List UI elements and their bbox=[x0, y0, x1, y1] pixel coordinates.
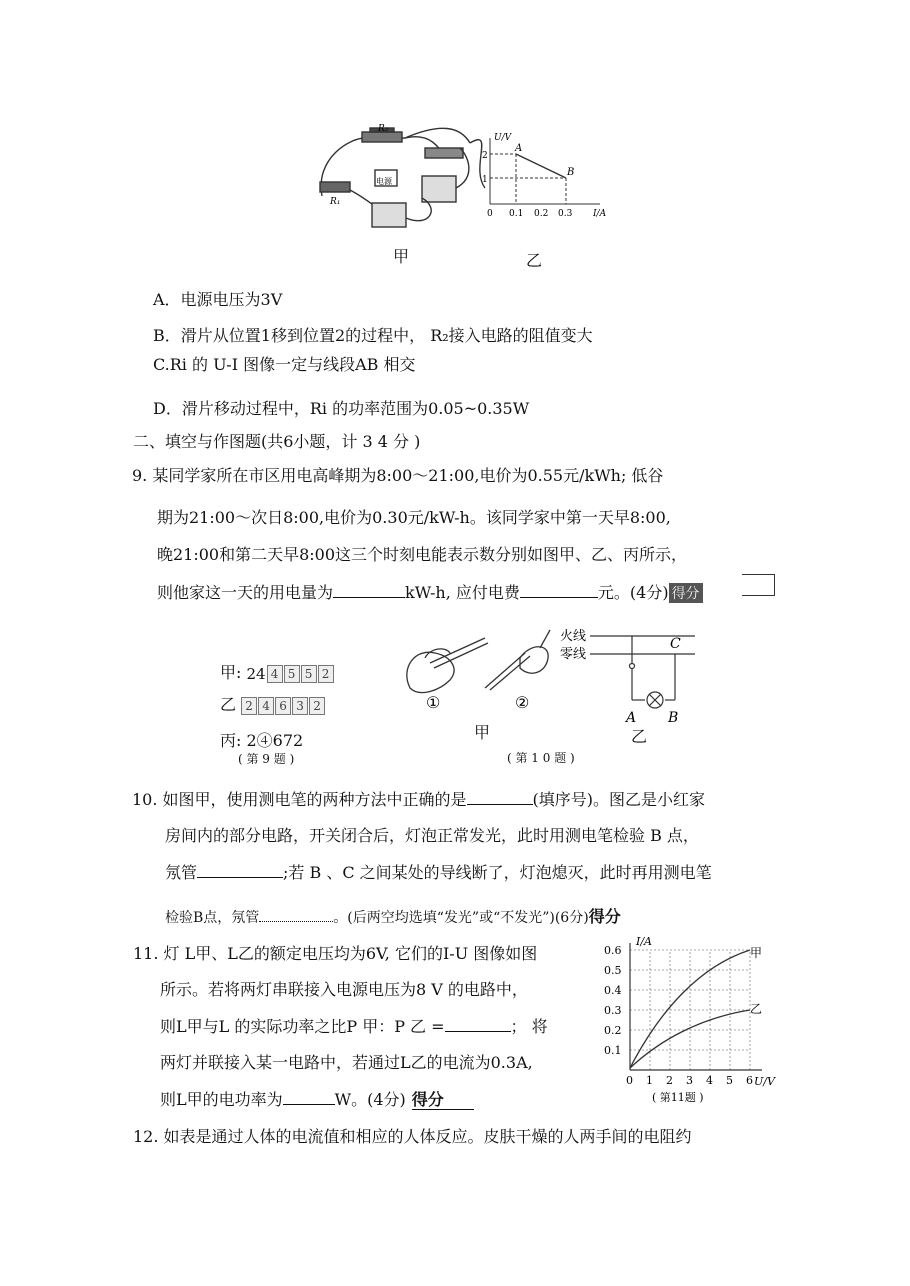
fig9-yi-digit: 6 bbox=[275, 697, 291, 715]
fig11-x-tick: 3 bbox=[686, 1074, 693, 1087]
fig9-yi-digit: 3 bbox=[292, 697, 308, 715]
q9-line1: 9. 某同学家所在市区用电高峰期为8:00～21:00,电价为0.55元/kWh; 低谷 bbox=[132, 466, 664, 485]
fig9-jia-label: 甲: bbox=[220, 663, 242, 682]
fig10-figure bbox=[390, 618, 710, 728]
fig11-x-tick: 5 bbox=[726, 1074, 733, 1087]
q10-line2: 房间内的部分电路，开关闭合后，灯泡正常发光，此时用测电笔检验 B 点， bbox=[165, 826, 699, 845]
fig9-jia-digit: 5 bbox=[301, 665, 317, 683]
q10-line1 bbox=[132, 787, 705, 810]
fig11-iu-graph bbox=[600, 935, 780, 1107]
q11-line3 bbox=[160, 1014, 548, 1037]
q9-answer-blank-1[interactable] bbox=[333, 581, 405, 598]
fig11-y-tick: 0.2 bbox=[604, 1024, 622, 1037]
fig9-yi-digit: 2 bbox=[241, 697, 257, 715]
fig11-x-tick: 2 bbox=[666, 1074, 673, 1087]
fig11-y-tick: 0.3 bbox=[604, 1004, 622, 1017]
fig9-yi-digits bbox=[241, 697, 325, 715]
q11-line5-a: 则L甲的电功率为 bbox=[160, 1090, 283, 1109]
q11-line3-a: 则L甲与L 的实际功率之比P 甲：P 乙 = bbox=[160, 1017, 445, 1036]
graph-y-tick-2: 2 bbox=[482, 151, 488, 161]
fig9-yi-row bbox=[220, 692, 325, 715]
fig11-caption: ( 第11题 ) bbox=[652, 1091, 704, 1104]
fig9-jia-row bbox=[220, 660, 334, 683]
fig10-caption: ( 第 1 0 题 ) bbox=[507, 751, 575, 765]
fig11-x-tick: 1 bbox=[646, 1074, 653, 1087]
fig11-y-tick: 0.6 bbox=[604, 944, 622, 957]
graph-x-tick-0: 0 bbox=[487, 209, 493, 219]
fig11-curve-jia-label: 甲 bbox=[750, 946, 763, 960]
fig11-y-tick: 0.1 bbox=[604, 1044, 622, 1057]
q8-option-d: D．滑片移动过程中，Ri 的功率范围为0.05~0.35W bbox=[153, 399, 530, 418]
graph-x-axis-label: I/A bbox=[593, 209, 607, 219]
graph-x-tick-0.3: 0.3 bbox=[558, 209, 573, 219]
q10-answer-blank-1[interactable] bbox=[467, 788, 533, 805]
fig9-jia-digit: 5 bbox=[284, 665, 300, 683]
fig11-y-axis-label: I/A bbox=[636, 935, 652, 948]
q10-line4 bbox=[165, 904, 621, 927]
fig8-caption-jia: 甲 bbox=[393, 247, 410, 266]
q11-line2: 所示。若将两灯串联接入电源电压为8 V 的电路中， bbox=[160, 980, 528, 999]
q11-score-label: 得分 bbox=[412, 1090, 474, 1110]
power-label: 电源 bbox=[376, 177, 392, 186]
q12-line1: 12. 如表是通过人体的电流值和相应的人体反应。皮肤干燥的人两手间的电阻约 bbox=[133, 1127, 692, 1146]
circuit-diagram bbox=[320, 128, 485, 227]
q11-line5 bbox=[160, 1087, 474, 1110]
q8-figure bbox=[310, 118, 610, 268]
fig10-caption-jia: 甲 bbox=[474, 723, 491, 742]
fig11-curve-yi bbox=[630, 1010, 750, 1068]
q10-line1-b: (填序号)。图乙是小红家 bbox=[532, 790, 706, 809]
graph-y-axis-label: U/V bbox=[494, 133, 512, 143]
q9-line4-b: kW-h, 应付电费 bbox=[405, 583, 520, 602]
fig9-caption: ( 第 9 题 ) bbox=[238, 752, 295, 766]
q10-answer-blank-3[interactable] bbox=[259, 907, 333, 922]
point-a-label: A bbox=[626, 710, 637, 726]
fig9-bing-row: 丙: 2④672 bbox=[220, 731, 304, 750]
method-2-label: ② bbox=[515, 693, 530, 712]
q10-line3 bbox=[165, 860, 712, 883]
fig11-x-tick: 4 bbox=[706, 1074, 713, 1087]
test-pen-method-2-illustration bbox=[485, 630, 550, 690]
fig11-grid bbox=[630, 950, 750, 1070]
q9-score-frame bbox=[742, 574, 775, 596]
point-a-label: A bbox=[515, 143, 523, 154]
point-b-label: B bbox=[668, 710, 679, 726]
live-wire-label: 火线 bbox=[560, 629, 587, 644]
u-i-graph bbox=[490, 138, 600, 204]
q10-line3-a: 氖管 bbox=[165, 863, 198, 882]
r2-label: R₂ bbox=[378, 124, 389, 134]
fig11-x-tick-labels bbox=[626, 1074, 753, 1087]
fig11-curve-yi-label: 乙 bbox=[750, 1002, 763, 1016]
r1-label: R₁ bbox=[330, 197, 341, 207]
q9-answer-blank-2[interactable] bbox=[520, 581, 598, 598]
q11-line4: 两灯并联接入某一电路中，若通过L乙的电流为0.3A, bbox=[160, 1053, 533, 1072]
fig10-caption-yi: 乙 bbox=[631, 727, 648, 746]
graph-x-tick-0.2: 0.2 bbox=[534, 209, 549, 219]
fig8-caption-yi: 乙 bbox=[526, 251, 543, 270]
q8-option-c: C.Ri 的 U-I 图像一定与线段AB 相交 bbox=[153, 355, 416, 374]
q9-line4 bbox=[157, 580, 703, 603]
graph-x-tick-0.1: 0.1 bbox=[509, 209, 524, 219]
q11-answer-blank-1[interactable] bbox=[445, 1015, 511, 1032]
fig11-x-tick: 0 bbox=[626, 1074, 633, 1087]
q9-line3: 晚21:00和第二天早8:00这三个时刻电能表示数分别如图甲、乙、丙所示， bbox=[157, 545, 688, 564]
q11-line5-b: W。(4分) bbox=[334, 1090, 406, 1109]
q10-line4-b: 。(后两空均选填“发光”或“不发光”)(6分) bbox=[333, 910, 589, 926]
q11-line1: 11. 灯 L甲、L乙的额定电压均为6V, 它们的I-U 图像如图 bbox=[133, 944, 538, 963]
q10-score-label: 得分 bbox=[588, 907, 621, 926]
fig9-jia-digits bbox=[247, 665, 334, 683]
fig9-jia-digit: 4 bbox=[267, 665, 283, 683]
fig9-jia-digit: 24 bbox=[246, 664, 266, 683]
q8-option-a: A．电源电压为3V bbox=[153, 290, 283, 309]
q11-line3-b: ； 将 bbox=[510, 1017, 548, 1036]
point-b-label: B bbox=[567, 167, 575, 178]
section2-heading: 二、填空与作图题(共6小题，计 3 4 分 ) bbox=[133, 432, 421, 451]
q9-score-box: 得分 bbox=[669, 583, 703, 603]
fig9-yi-label: 乙 bbox=[220, 695, 237, 714]
q11-answer-blank-2[interactable] bbox=[283, 1088, 335, 1105]
q10-answer-blank-2[interactable] bbox=[197, 861, 283, 878]
q9-line4-c: 元。(4分) bbox=[597, 583, 669, 602]
fig11-x-tick: 6 bbox=[746, 1074, 753, 1087]
test-pen-method-1-illustration bbox=[407, 638, 488, 693]
fig11-y-tick: 0.4 bbox=[604, 984, 622, 997]
fig11-x-axis-label: U/V bbox=[754, 1075, 775, 1088]
fig9-yi-digit: 4 bbox=[258, 697, 274, 715]
q9-line2: 期为21:00～次日8:00,电价为0.30元/kW-h。该同学家中第一天早8:00, bbox=[157, 508, 671, 527]
point-c-label: C bbox=[670, 636, 681, 652]
fig11-y-tick: 0.5 bbox=[604, 964, 622, 977]
q8-option-b: B．滑片从位置1移到位置2的过程中， R₂接入电路的阻值变大 bbox=[153, 326, 593, 345]
fig9-jia-digit: 2 bbox=[318, 665, 334, 683]
graph-y-tick-1: 1 bbox=[482, 175, 488, 185]
q10-line1-a: 10. 如图甲，使用测电笔的两种方法中正确的是 bbox=[132, 790, 467, 809]
method-1-label: ① bbox=[426, 693, 441, 712]
q9-line4-a: 则他家这一天的用电量为 bbox=[157, 583, 334, 602]
q10-line3-b: ;若 B 、C 之间某处的导线断了，灯泡熄灭，此时再用测电笔 bbox=[283, 863, 712, 882]
fig11-y-tick-labels bbox=[604, 944, 622, 1057]
q10-line4-a: 检验B点，氖管 bbox=[165, 910, 260, 926]
fig9-yi-digit: 2 bbox=[309, 697, 325, 715]
neutral-wire-label: 零线 bbox=[560, 647, 587, 662]
